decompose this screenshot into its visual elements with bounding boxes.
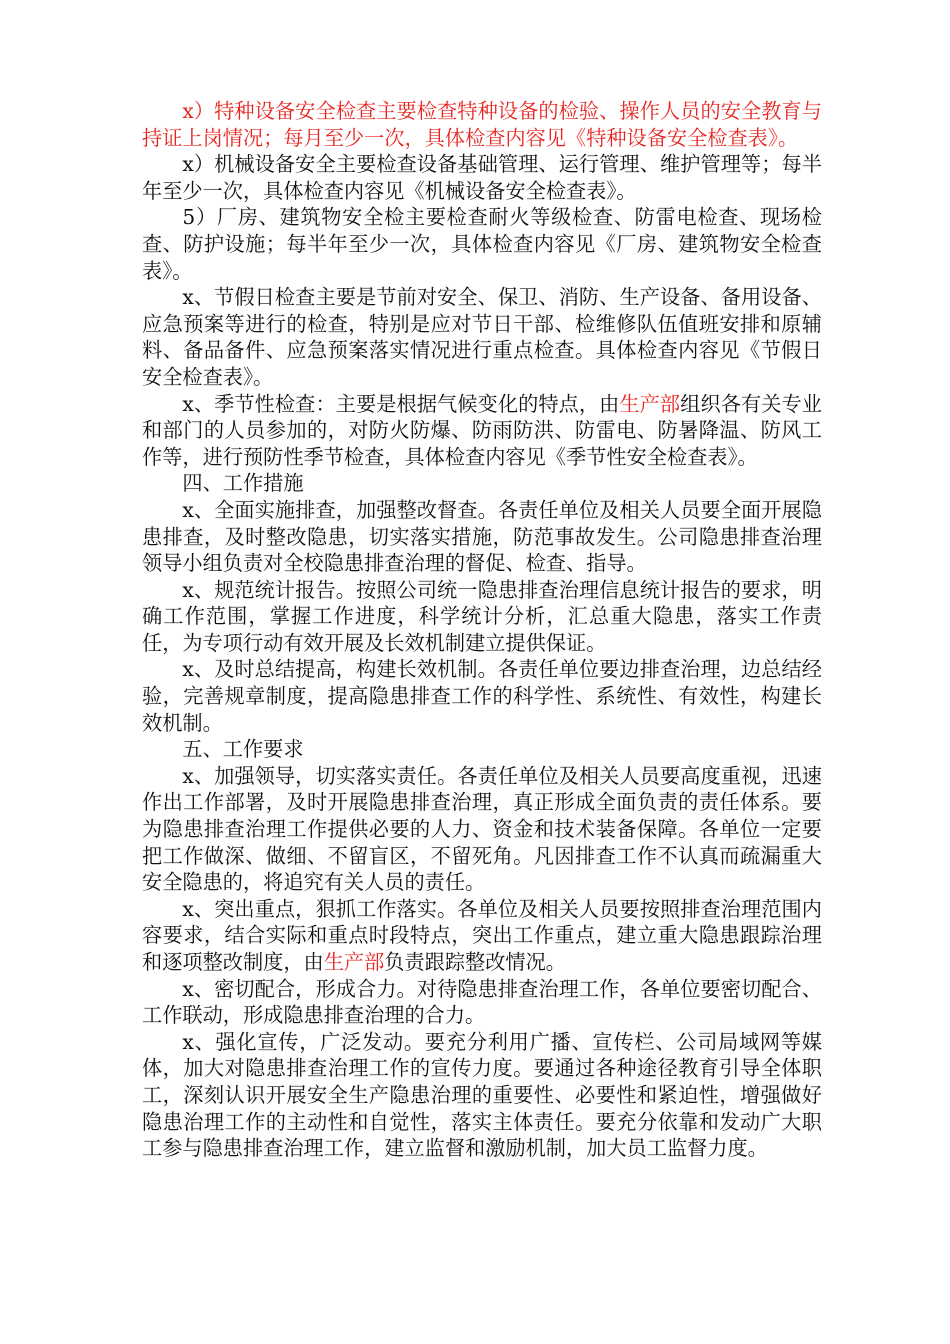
paragraph-text: x、突出重点，狠抓工作落实。各单位及相关人员要按照排查治理范围内容要求，结合实际和重点时段特点，突出工作重点，建立重大隐患跟踪治理和逐项整改制度，由 [142, 896, 822, 974]
section-heading-work-measures: 四、工作措施 [182, 471, 304, 496]
paragraph-text: 组织各有关专业和部门的人员参加的，对防火防爆、防雨防洪、防雷电、防暑降温、防风工作等，进行预防性季节检查，具体检查内容见《季节性安全检查表》。 [142, 391, 822, 469]
paragraph-text: x、季节性检查：主要是根据气候变化的特点，由 [182, 391, 620, 416]
section-heading-work-requirements: 五、工作要求 [182, 737, 304, 762]
paragraph-leadership: x、加强领导，切实落实责任。各责任单位及相关人员要高度重视，迅速作出工作部署，及时开展隐患排查治理，真正形成全面负责的责任体系。要为隐患排查治理工作提供必要的人力、资金和技术装备保障。各单位一定要把工作做深、做细、不留盲区，不留死角。凡因排查工作不认真而疏漏重大安全隐患的，将追究有关人员的责任。 [142, 763, 822, 895]
paragraph-comprehensive-check: x、全面实施排查，加强整改督查。各责任单位及相关人员要全面开展隐患排查，及时整改隐患，切实落实措施，防范事故发生。公司隐患排查治理领导小组负责对全校隐患排查治理的督促、检查、指导。 [142, 497, 822, 576]
paragraph-seasonal-check [142, 391, 822, 471]
paragraph-special-equipment: x）特种设备安全检查主要检查特种设备的检验、操作人员的安全教育与持证上岗情况；每月至少一次，具体检查内容见《特种设备安全检查表》。 [142, 99, 822, 150]
paragraph-buildings: 5）厂房、建筑物安全检主要检查耐火等级检查、防雷电检查、现场检查、防护设施；每半年至少一次，具体检查内容见《厂房、建筑物安全检查表》。 [142, 205, 822, 283]
highlight-department: 生产部 [323, 950, 385, 974]
paragraph-key-points [142, 896, 822, 976]
document-page [142, 98, 822, 1162]
paragraph-cooperation: x、密切配合，形成合力。对待隐患排查治理工作，各单位要密切配合、工作联动，形成隐患排查治理的合力。 [142, 976, 822, 1028]
highlight-department: 生产部 [619, 391, 681, 416]
paragraph-mechanical-equipment: x）机械设备安全主要检查设备基础管理、运行管理、维护管理等；每半年至少一次，具体检查内容见《机械设备安全检查表》。 [142, 152, 822, 203]
paragraph-summary: x、及时总结提高，构建长效机制。各责任单位要边排查治理，边总结经验，完善规章制度，提高隐患排查工作的科学性、系统性、有效性，构建长效机制。 [142, 657, 822, 735]
paragraph-publicity: x、强化宣传，广泛发动。要充分利用广播、宣传栏、公司局域网等媒体，加大对隐患排查治理工作的宣传力度。要通过各种途径教育引导全体职工，深刻认识开展安全生产隐患治理的重要性、必要性和紧迫性，增强做好隐患治理工作的主动性和自觉性，落实主体责任。要充分依靠和发动广大职工参与隐患排查治理工作，建立监督和激励机制，加大员工监督力度。 [142, 1029, 822, 1161]
paragraph-holiday-check: x、节假日检查主要是节前对安全、保卫、消防、生产设备、备用设备、应急预案等进行的检查，特别是应对节日干部、检维修队伍值班安排和原辅料、备品备件、应急预案落实情况进行重点检查。具体检查内容见《节假日安全检查表》。 [142, 285, 822, 389]
paragraph-text: 负责跟踪整改情况。 [384, 950, 566, 974]
paragraph-statistics-report: x、规范统计报告。按照公司统一隐患排查治理信息统计报告的要求，明确工作范围，掌握工作进度，科学统计分析，汇总重大隐患，落实工作责任，为专项行动有效开展及长效机制建立提供保证。 [142, 577, 822, 655]
